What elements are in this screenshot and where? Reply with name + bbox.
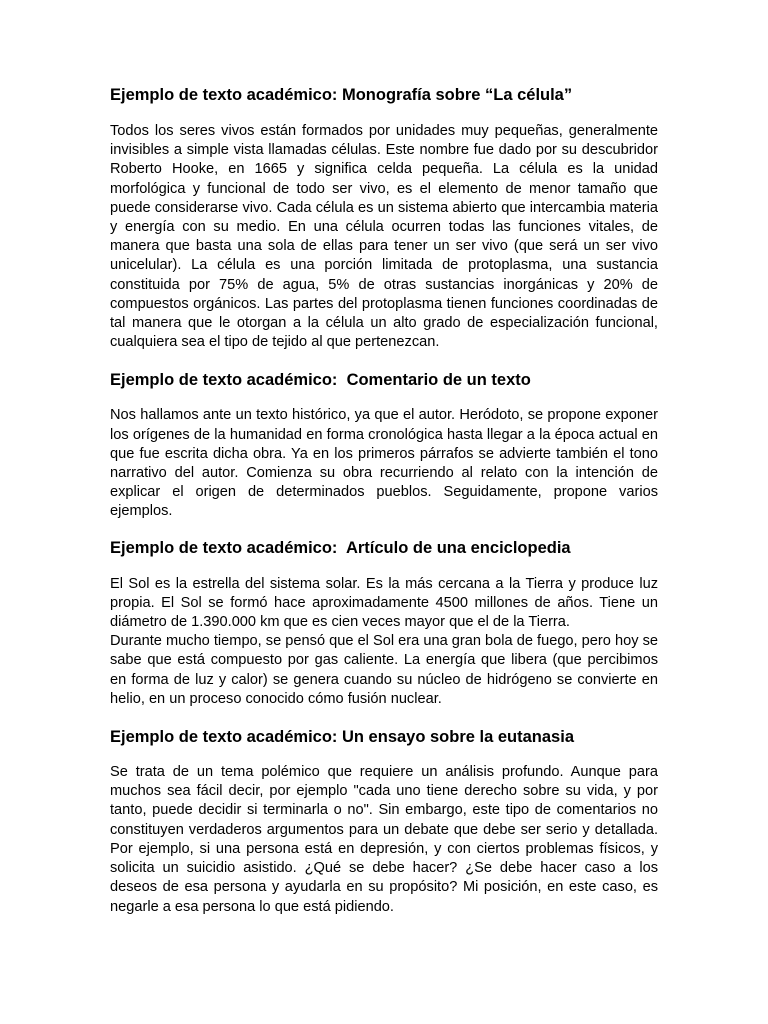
section-comentario — [110, 369, 658, 521]
section-heading: Ejemplo de texto académico: Un ensayo sobre la eutanasia — [110, 728, 574, 747]
paragraph: Durante mucho tiempo, se pensó que el Sol era una gran bola de fuego, pero hoy se sabe que está compuesto por gas caliente. La energía que libera (que percibimos en forma de luz y calor) se genera cuando su núcleo de hidrógeno se convierte en helio, en un proceso conocido cómo fusión nuclear. — [110, 633, 658, 707]
section-heading: Ejemplo de texto académico: Monografía sobre “La célula” — [110, 86, 573, 104]
paragraph: Todos los seres vivos están formados por unidades muy pequeñas, generalmente invisibles a simple vista llamadas células. Este nombre fue dado por su descubridor Roberto Hooke, en 1665 y significa celda pequeña. La célula es la unidad morfológica y funcional de todo ser vivo, es el elemento de menor tamaño que puede considerarse vivo. Cada célula es un sistema abierto que intercambia materia y energía con su medio. En una célula ocurren todas las funciones vitales, de manera que basta una sola de ellas para tener un ser vivo (que será un ser vivo unicelular). La célula es una porción limitada de protoplasma, una sustancia constituida por 75% de agua, 5% de otras sustancias inorgánicas y 20% de compuestos orgánicos. Las partes del protoplasma tienen funciones coordinadas de tal manera que le otorgan a la célula un alto grado de especialización funcional, cualquiera sea el tipo de tejido al que pertenezcan. — [110, 123, 658, 351]
document-page — [110, 84, 658, 917]
section-monografia — [110, 84, 658, 352]
paragraph: El Sol es la estrella del sistema solar. Es la más cercana a la Tierra y produce luz propia. El Sol se formó hace aproximadamente 4500 millones de años. Tiene un diámetro de 1.390.000 km que es cien veces mayor que el de la Tierra. — [110, 575, 658, 631]
paragraph: Nos hallamos ante un texto histórico, ya que el autor. Heródoto, se propone exponer los orígenes de la humanidad en forma cronológica hasta llegar a la época actual en que fue escrita dicha obra. Ya en los primeros párrafos se advierte también el tono narrativo del autor. Comienza su obra recurriendo al relato con la intención de explicar el origen de determinados pueblos. Seguidamente, propone varios ejemplos. — [110, 407, 658, 520]
section-heading: Ejemplo de texto académico: Comentario de un texto — [110, 371, 531, 390]
paragraph: Se trata de un tema polémico que requiere un análisis profundo. Aunque para muchos sea fácil decir, por ejemplo "cada uno tiene derecho sobre su vida, y por tanto, puede decidir si terminarla o no". Sin embargo, este tipo de comentarios no constituyen verdaderos argumentos para un debate que debe ser serio y detallada. — [110, 764, 658, 838]
section-ensayo — [110, 726, 658, 917]
paragraph: Por ejemplo, si una persona está en depresión, y con ciertos problemas físicos, y solicita un suicidio asistido. ¿Qué se debe hacer? ¿Se debe hacer caso a los deseos de esa persona y ayudarla en su propósito? Mi posición, en este caso, es negarle a esa persona lo que está pidiendo. — [110, 840, 658, 915]
section-articulo — [110, 537, 658, 709]
section-heading: Ejemplo de texto académico: Artículo de una enciclopedia — [110, 538, 571, 557]
